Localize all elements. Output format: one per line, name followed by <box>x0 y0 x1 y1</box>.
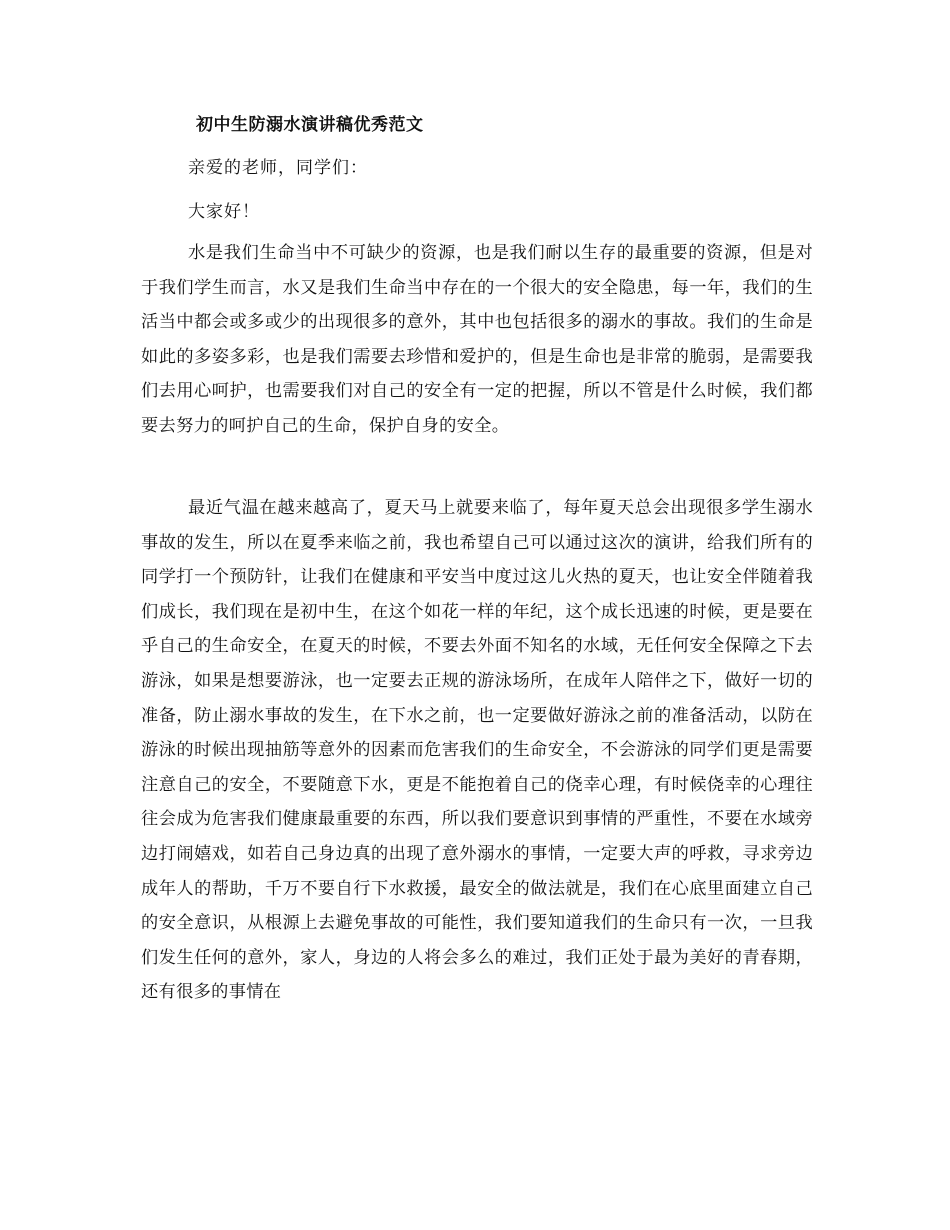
document-title: 初中生防溺水演讲稿优秀范文 <box>196 115 424 135</box>
greeting: 大家好！ <box>188 202 260 222</box>
salutation: 亲爱的老师，同学们： <box>188 158 368 178</box>
paragraph-1: 水是我们生命当中不可缺少的资源，也是我们耐以生存的最重要的资源，但是对于我们学生而言，水又是我们生命当中存在的一个很大的安全隐患，每一年，我们的生活当中都会或多或少的出现很多的意外，其中也包括很多的溺水的事故。我们的生命是如此的多姿多彩，也是我们需要去珍惜和爱护的，但是生命也是非常的脆弱，是需要我们去用心呵护，也需要我们对自己的安全有一定的把握，所以不管是什么时候，我们都要去努力的呵护自己的生命，保护自身的安全。 <box>141 243 813 436</box>
paragraph-2: 最近气温在越来越高了，夏天马上就要来临了，每年夏天总会出现很多学生溺水事故的发生，所以在夏季来临之前，我也希望自己可以通过这次的演讲，给我们所有的同学打一个预防针，让我们在健康和平安当中度过这儿火热的夏天，也让安全伴随着我们成长，我们现在是初中生，在这个如花一样的年纪，这个成长迅速的时候，更是要在乎自己的生命安全，在夏天的时候，不要去外面不知名的水域，无任何安全保障之下去游泳，如果是想要游泳，也一定要去正规的游泳场所，在成年人陪伴之下，做好一切的准备，防止溺水事故的发生，在下水之前，也一定要做好游泳之前的准备活动，以防在游泳的时候出现抽筋等意外的因素而危害我们的生命安全，不会游泳的同学们更是需要注意自己的安全，不要随意下水，更是不能抱着自己的侥幸心理，有时候侥幸的心理往往会成为危害我们健康最重要的东西，所以我们要意识到事情的严重性，不要在水域旁边打闹嬉戏，如若自己身边真的出现了意外溺水的事情，一定要大声的呼救，寻求旁边成年人的帮助，千万不要自行下水救援，最安全的做法就是，我们在心底里面建立自己的安全意识，从根源上去避免事故的可能性，我们要知道我们的生命只有一次，一旦我们发生任何的意外，家人，身边的人将会多么的难过，我们正处于最为美好的青春期，还有很多的事情在 <box>141 498 813 1003</box>
